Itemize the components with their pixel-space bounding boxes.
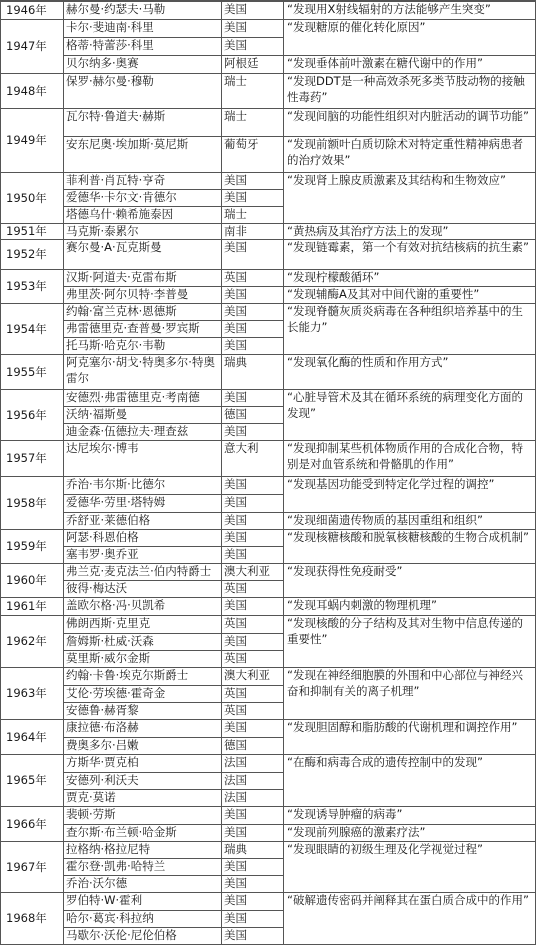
year-cell: 1948年 [6, 83, 47, 98]
laureate-name: 格蒂·特蕾莎·科里 [66, 38, 154, 52]
year-divider [0, 223, 64, 224]
year-divider [0, 108, 64, 109]
laureate-name: 爱德华·劳里·塔特姆 [66, 495, 166, 509]
laureate-country: 美国 [224, 287, 247, 301]
laureate-name: 乔治·韦尔斯·比德尔 [66, 477, 166, 491]
laureate-name: 沃纳·福斯曼 [66, 407, 128, 421]
discovery-text: “发现肾上腺皮质激素及其结构和生物效应” [287, 173, 506, 187]
sub-row-divider [63, 580, 284, 581]
discovery-text: “发现获得性免疫耐受” [287, 564, 403, 578]
laureate-country: 瑞士 [224, 207, 247, 221]
discovery-text: “发现垂体前叶激素在糖代谢中的作用” [287, 56, 483, 70]
sub-row-divider [63, 337, 284, 338]
laureate-country: 法国 [224, 755, 247, 769]
sub-row-divider [63, 320, 284, 321]
laureate-name: 裴顿·劳斯 [66, 807, 116, 821]
laureate-country: 美国 [224, 338, 247, 352]
laureate-country: 美国 [224, 240, 247, 254]
year-cell: 1955年 [6, 364, 47, 379]
row-divider [63, 615, 536, 616]
laureate-country: 美国 [224, 859, 247, 873]
table-top-border [0, 0, 536, 1]
laureate-country: 澳大利亚 [224, 668, 270, 682]
laureate-name: 乔舒亚·莱德伯格 [66, 513, 151, 527]
sub-row-divider [63, 406, 284, 407]
year-cell: 1965年 [6, 773, 47, 787]
sub-row-divider [63, 927, 284, 928]
year-cell: 1961年 [6, 599, 47, 613]
year-divider [0, 754, 64, 755]
year-cell: 1963年 [6, 686, 47, 700]
row-divider [63, 806, 536, 807]
laureate-country: 美国 [224, 928, 247, 942]
laureate-name: 彼得·梅达沃 [66, 581, 128, 595]
year-cell: 1947年 [6, 39, 47, 53]
laureate-name: 查尔斯·布兰顿·哈金斯 [66, 825, 177, 839]
year-cell: 1950年 [6, 190, 47, 205]
sub-row-divider [63, 702, 284, 703]
laureate-country: 美国 [224, 190, 247, 204]
discovery-text: “发现链霉素，第一个有效对抗结核病的抗生素” [287, 240, 529, 254]
laureate-country: 南非 [224, 224, 247, 238]
laureate-country: 法国 [224, 773, 247, 787]
row-divider [63, 172, 536, 173]
laureate-name: 詹姆斯·杜威·沃森 [66, 634, 154, 648]
row-divider [63, 563, 536, 564]
laureate-country: 瑞士 [224, 74, 247, 88]
laureate-name: 罗伯特·W·霍利 [66, 893, 143, 907]
year-divider [0, 389, 64, 390]
discovery-text: “发现前额叶白质切除术对特定重性精神病患者的治疗效果” [287, 137, 523, 167]
laureate-country: 美国 [224, 825, 247, 839]
year-cell: 1953年 [6, 279, 47, 293]
laureate-country: 美国 [224, 530, 247, 544]
row-divider [63, 841, 536, 842]
year-divider [0, 806, 64, 807]
laureate-country: 法国 [224, 790, 247, 804]
row-divider [63, 55, 536, 56]
laureate-name: 赛尔曼·A·瓦克斯曼 [66, 240, 162, 254]
laureate-country: 英国 [224, 686, 247, 700]
year-divider [0, 269, 64, 270]
year-cell: 1956年 [6, 407, 47, 422]
laureate-country: 澳大利亚 [224, 564, 270, 578]
row-divider [63, 440, 536, 441]
laureate-country: 英国 [224, 581, 247, 595]
discovery-text: “发现用X射线辐射的方法能够产生突变” [287, 2, 491, 16]
laureate-name: 托马斯·哈克尔·韦勒 [66, 338, 166, 352]
laureate-country: 瑞士 [224, 109, 247, 123]
year-divider [0, 615, 64, 616]
discovery-text: “发现诱导肿瘤的病毒” [287, 807, 403, 821]
sub-row-divider [63, 737, 284, 738]
sub-row-divider [63, 206, 284, 207]
row-divider [63, 824, 536, 825]
year-cell: 1949年 [6, 133, 47, 147]
year-divider [0, 667, 64, 668]
year-cell: 1951年 [6, 224, 47, 238]
laureate-name: 弗兰克·麦克法兰·伯内特爵士 [66, 564, 212, 578]
year-divider [0, 303, 64, 304]
laureate-name: 莫里斯·威尔金斯 [66, 651, 151, 665]
row-divider [63, 108, 536, 109]
discovery-text: “黄热病及其治疗方法上的发现” [287, 224, 449, 238]
discovery-text: “在酶和病毒合成的遗传控制中的发现” [287, 755, 483, 769]
year-cell: 1964年 [6, 729, 47, 744]
laureate-name: 乔治·沃尔德 [66, 876, 128, 890]
laureate-country: 美国 [224, 424, 247, 438]
year-divider [0, 476, 64, 477]
laureate-name: 赫尔曼·约瑟夫·马勒 [66, 2, 166, 16]
sub-row-divider [63, 789, 284, 790]
laureate-name: 贝尔纳多·奥赛 [66, 56, 139, 70]
laureate-country: 瑞典 [224, 842, 247, 856]
laureate-country: 美国 [224, 911, 247, 925]
laureate-name: 约翰·富兰克林·恩德斯 [66, 304, 177, 318]
laureate-name: 弗雷德里克·查普曼·罗宾斯 [66, 321, 200, 335]
laureate-name: 安东尼奥·埃加斯·莫尼斯 [66, 137, 189, 151]
laureate-name: 卡尔·斐迪南·科里 [66, 20, 154, 34]
laureate-country: 葡萄牙 [224, 137, 259, 151]
discovery-text: “发现间脑的功能性组织对内脏活动的调节功能” [287, 109, 529, 123]
laureate-country: 英国 [224, 270, 247, 284]
column-divider [535, 0, 536, 945]
year-cell: 1958年 [6, 495, 47, 510]
column-divider [283, 0, 284, 945]
row-divider [63, 1, 536, 2]
laureate-country: 美国 [224, 513, 247, 527]
sub-row-divider [63, 910, 284, 911]
sub-row-divider [63, 37, 284, 38]
row-divider [63, 529, 536, 530]
laureate-country: 美国 [224, 720, 247, 734]
laureate-name: 哈尔·葛宾·科拉纳 [66, 911, 154, 925]
sub-row-divider [63, 633, 284, 634]
sub-row-divider [63, 650, 284, 651]
row-divider [63, 667, 536, 668]
laureate-name: 达尼埃尔·博韦 [66, 441, 139, 455]
laureate-country: 美国 [224, 304, 247, 318]
year-divider [0, 597, 64, 598]
laureate-name: 弗里茨·阿尔贝特·李普曼 [66, 287, 189, 301]
laureate-country: 美国 [224, 634, 247, 648]
laureate-country: 美国 [224, 2, 247, 16]
column-divider [221, 0, 222, 945]
discovery-text: “发现耳蜗内刺激的物理机理” [287, 598, 437, 612]
row-divider [63, 239, 536, 240]
laureate-name: 马歇尔·沃伦·尼伦伯格 [66, 928, 177, 942]
laureate-name: 方斯华·贾克柏 [66, 755, 139, 769]
laureate-name: 阿瑟·科恩伯格 [66, 530, 139, 544]
discovery-text: “发现抑制某些机体物质作用的合成化合物，特别是对血管系统和骨骼肌的作用” [287, 441, 523, 471]
laureate-country: 瑞典 [224, 355, 247, 369]
year-divider [0, 19, 64, 20]
discovery-text: “破解遗传密码并阐释其在蛋白质合成中的作用” [287, 893, 529, 907]
row-divider [63, 286, 536, 287]
row-divider [63, 597, 536, 598]
sub-row-divider [63, 189, 284, 190]
row-divider [63, 512, 536, 513]
laureate-country: 德国 [224, 407, 247, 421]
year-divider [0, 841, 64, 842]
year-divider [0, 239, 64, 240]
sub-row-divider [63, 546, 284, 547]
laureate-name: 盖欧尔格·冯·贝凯希 [66, 598, 166, 612]
year-divider [0, 73, 64, 74]
sub-row-divider [63, 858, 284, 859]
row-divider [63, 303, 536, 304]
sub-row-divider [63, 423, 284, 424]
laureate-name: 拉格纳·格拉尼特 [66, 842, 151, 856]
year-divider [0, 354, 64, 355]
year-cell: 1966年 [6, 816, 47, 831]
laureate-name: 安德烈·弗雷德里克·考南德 [66, 390, 200, 404]
row-divider [63, 73, 536, 74]
discovery-text: “发现辅酶A及其对中间代谢的重要性” [287, 287, 480, 301]
row-divider [63, 223, 536, 224]
laureate-country: 美国 [224, 598, 247, 612]
discovery-text: “发现核酸的分子结构及其对生物中信息传递的重要性” [287, 616, 523, 646]
sub-row-divider [63, 685, 284, 686]
discovery-text: “发现柠檬酸循环” [287, 270, 380, 284]
laureate-name: 汉斯·阿道夫·克雷布斯 [66, 270, 177, 284]
laureate-country: 美国 [224, 547, 247, 561]
laureate-name: 马克斯·泰累尔 [66, 224, 139, 238]
laureate-name: 约翰·卡鲁·埃克尔斯爵士 [66, 668, 189, 682]
discovery-text: “发现基因功能受到特定化学过程的调控” [287, 477, 495, 491]
year-cell: 1954年 [6, 321, 47, 336]
laureate-name: 艾伦·劳埃德·霍奇金 [66, 686, 166, 700]
laureate-name: 塞韦罗·奥乔亚 [66, 547, 139, 561]
laureate-name: 安德鲁·赫胥黎 [66, 703, 139, 717]
year-cell: 1960年 [6, 573, 47, 587]
year-divider [0, 719, 64, 720]
sub-row-divider [63, 772, 284, 773]
row-divider [63, 892, 536, 893]
laureate-name: 菲利普·肖瓦特·亨奇 [66, 173, 166, 187]
laureate-name: 爱德华·卡尔文·肯德尔 [66, 190, 177, 204]
laureate-name: 迪金森·伍德拉夫·理查兹 [66, 424, 189, 438]
year-divider [0, 892, 64, 893]
laureate-country: 美国 [224, 477, 247, 491]
laureate-country: 美国 [224, 495, 247, 509]
laureate-country: 意大利 [224, 441, 259, 455]
year-divider [0, 172, 64, 173]
row-divider [63, 354, 536, 355]
row-divider [63, 754, 536, 755]
laureate-name: 霍尔登·凯弗·哈特兰 [66, 859, 166, 873]
row-divider [63, 269, 536, 270]
year-cell: 1967年 [6, 859, 47, 874]
laureate-name: 瓦尔特·鲁道夫·赫斯 [66, 109, 166, 123]
laureate-name: 安德列·利沃夫 [66, 773, 139, 787]
discovery-text: “心脏导管术及其在循环系统的病理变化方面的发现” [287, 390, 523, 420]
laureate-name: 费奥多尔·吕嫩 [66, 738, 139, 752]
discovery-text: “发现在神经细胞膜的外围和中心部位与神经兴奋和抑制有关的离子机理” [287, 668, 523, 698]
laureate-name: 佛朗西斯·克里克 [66, 616, 151, 630]
discovery-text: “发现细菌遗传物质的基因重组和组织” [287, 513, 483, 527]
laureate-country: 美国 [224, 893, 247, 907]
discovery-text: “发现胆固醇和脂肪酸的代谢机理和调控作用” [287, 720, 518, 734]
laureate-country: 阿根廷 [224, 56, 259, 70]
year-divider [0, 440, 64, 441]
sub-row-divider [63, 494, 284, 495]
year-cell: 1957年 [6, 451, 47, 465]
laureate-country: 英国 [224, 703, 247, 717]
sub-row-divider [63, 875, 284, 876]
year-cell: 1952年 [6, 247, 47, 261]
discovery-text: “发现核糖核酸和脱氧核糖核酸的生物合成机制” [287, 530, 529, 544]
year-divider [0, 529, 64, 530]
year-cell: 1959年 [6, 539, 47, 553]
year-divider [0, 1, 64, 2]
laureate-country: 美国 [224, 20, 247, 34]
laureate-country: 美国 [224, 390, 247, 404]
discovery-text: “发现脊髓灰质炎病毒在各种组织培养基中的生长能力” [287, 304, 523, 334]
laureate-name: 康拉德·布洛赫 [66, 720, 139, 734]
year-divider [0, 563, 64, 564]
laureate-name: 贾克·莫诺 [66, 790, 116, 804]
year-cell: 1962年 [6, 634, 47, 648]
laureate-country: 美国 [224, 38, 247, 52]
laureate-name: 阿克塞尔·胡戈·特奥多尔·特奥雷尔 [66, 355, 215, 385]
laureate-country: 美国 [224, 173, 247, 187]
laureate-country: 英国 [224, 616, 247, 630]
discovery-text: “发现氧化酶的性质和作用方式” [287, 355, 449, 369]
row-divider [63, 476, 536, 477]
year-cell: 1946年 [6, 3, 47, 17]
laureate-name: 保罗·赫尔曼·穆勒 [66, 74, 154, 88]
column-divider [63, 0, 64, 945]
row-divider [63, 719, 536, 720]
laureate-name: 塔德乌什·赖希施泰因 [66, 207, 174, 221]
laureate-country: 美国 [224, 321, 247, 335]
discovery-text: “发现糖原的催化转化原因” [287, 20, 426, 34]
row-divider [63, 19, 536, 20]
laureate-country: 德国 [224, 738, 247, 752]
row-divider [63, 389, 536, 390]
discovery-text: “发现DDT是一种高效杀死多类节肢动物的接触性毒药” [287, 74, 525, 104]
laureate-country: 美国 [224, 876, 247, 890]
year-cell: 1968年 [6, 911, 47, 925]
discovery-text: “发现眼睛的初级生理及化学视觉过程” [287, 842, 483, 856]
laureate-country: 美国 [224, 807, 247, 821]
column-divider [0, 0, 1, 945]
discovery-text: “发现前列腺癌的激素疗法” [287, 825, 426, 839]
laureate-country: 英国 [224, 651, 247, 665]
row-divider [63, 136, 536, 137]
